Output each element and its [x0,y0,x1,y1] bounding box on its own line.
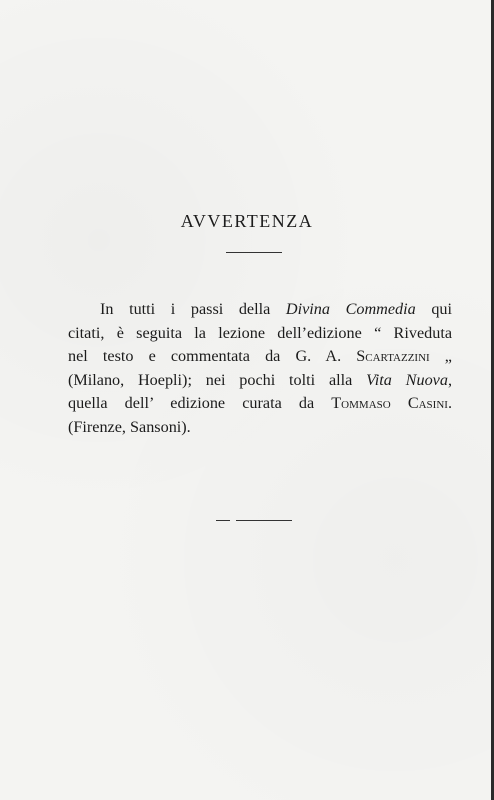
title-divider [226,252,282,253]
paragraph-line-3 [68,345,452,369]
text-run: In tutti i passi della [100,300,286,318]
paragraph-line-4 [68,369,452,393]
paragraph-line-6 [68,416,452,440]
notice-paragraph [68,298,452,439]
editor-name: Tommaso Casini [331,394,448,412]
text-run: . [447,394,452,412]
italic-title: Vita Nuova [366,370,448,389]
paragraph-line-2 [68,322,452,346]
end-divider-long [236,520,292,521]
text-run: quella dell’ edizione curata da [68,394,332,412]
page-title: AVVERTENZA [180,211,314,231]
text-run: (Firenze, Sansoni). [68,417,191,436]
text-run: citati, è seguita la lezione dell’edizione “ Riveduta [68,323,452,342]
paragraph-line-1 [68,298,452,322]
text-run: „ [429,347,452,365]
text-run: qui [415,300,453,318]
end-divider-short [216,520,230,521]
author-name: Scartazzini [356,347,430,365]
italic-title: Divina Commedia [285,300,416,318]
paragraph-line-5 [68,392,452,416]
text-run: (Milano, Hoepli); nei pochi tolti alla [68,370,367,389]
text-run: , [447,370,452,389]
text-run: nel testo e commentata da G. A. [68,347,357,365]
